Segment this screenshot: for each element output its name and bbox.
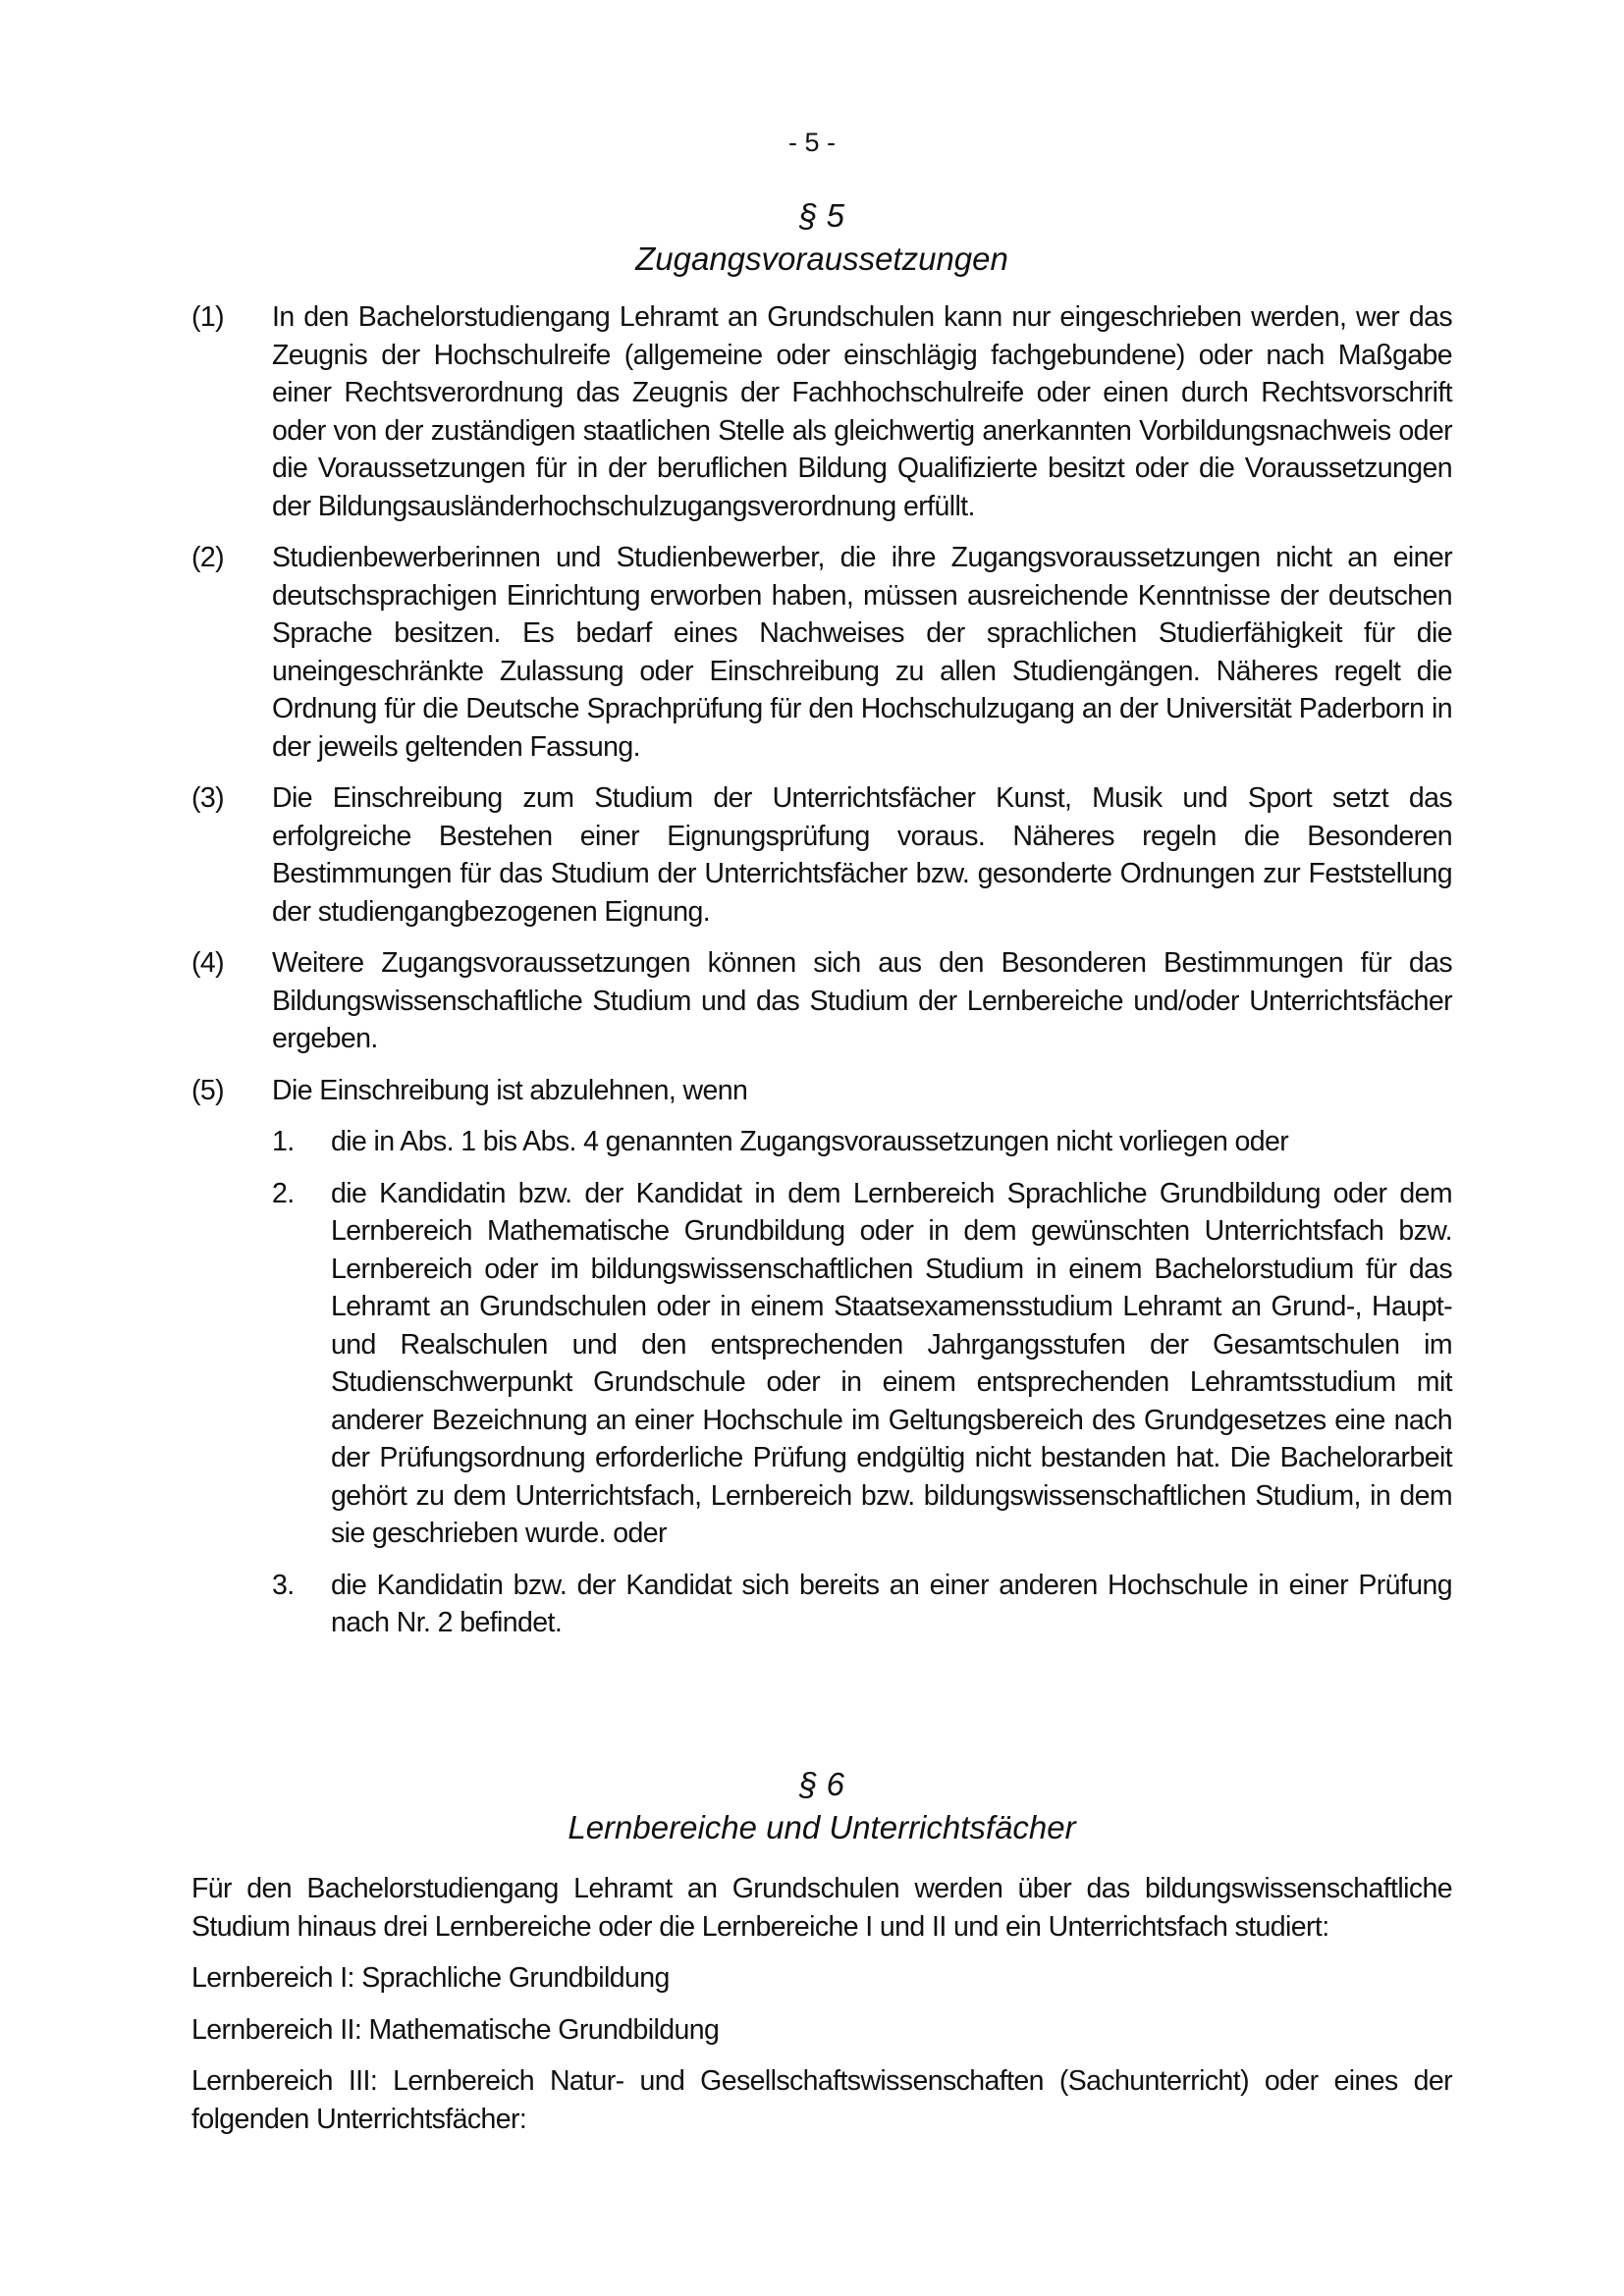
list-item-text: die in Abs. 1 bis Abs. 4 genannten Zugangsvoraussetzungen nicht vorliegen oder [331, 1126, 1289, 1157]
lernbereich-1: Lernbereich I: Sprachliche Grundbildung [191, 1962, 670, 1994]
section-5-number: § 5 [799, 197, 844, 234]
section-6-number: § 6 [799, 1766, 844, 1802]
paragraph-number: (5) [191, 1074, 225, 1106]
page-number: - 5 - [787, 128, 836, 157]
list-item-text: die Kandidatin bzw. der Kandidat sich bereits an einer anderen Hochschule in einer Prüfung nach Nr. 2 befindet. [331, 1569, 1452, 1638]
section-6-heading [191, 1763, 1452, 1849]
paragraph-number: (4) [191, 947, 225, 979]
paragraph-text: In den Bachelorstudiengang Lehramt an Grundschulen kann nur eingeschrieben werden, wer das Zeugnis der Hochschulreife (allgemeine oder einschlägig fachgebundene) oder nach Maßgabe einer Rechtsverordnung das Zeugnis der Fachhochschulreife oder einen durch Rechtsvorschrift oder von der zuständigen staatlichen Stelle als gleichwertig anerkannten Vorbildungsnachweis oder die Voraussetzungen für in der beruflichen Bildung Qualifizierte besitzt oder die Voraussetzungen der Bildungsausländerhochschulzugangsverordnung erfüllt. [272, 301, 1452, 522]
paragraph-text: Weitere Zugangsvoraussetzungen können sich aus den Besonderen Bestimmungen für das Bildungswissenschaftliche Studium und das Studium der Lernbereiche und/oder Unterrichtsfächer ergeben. [272, 947, 1452, 1054]
list-item-2 [272, 1175, 1452, 1553]
list-item-number: 1. [272, 1126, 295, 1157]
section-6-body [191, 1870, 1452, 2152]
paragraph-3 [191, 779, 1452, 931]
paragraph-number: (1) [191, 301, 225, 333]
paragraph-5 [191, 1072, 1452, 1110]
section-5-title: Zugangsvoraussetzungen [635, 240, 1008, 277]
paragraph-1 [191, 298, 1452, 525]
paragraph-text: Die Einschreibung zum Studium der Unterrichtsfächer Kunst, Musik und Sport setzt das erfolgreiche Bestehen einer Eignungsprüfung voraus. Näheres regeln die Besonderen Bestimmungen für das Studium der Unterrichtsfächer bzw. gesonderte Ordnungen zur Feststellung der studiengangbezogenen Eignung. [272, 782, 1452, 928]
list-item-text: die Kandidatin bzw. der Kandidat in dem Lernbereich Sprachliche Grundbildung oder dem Lernbereich Mathematische Grundbildung oder in dem gewünschten Unterrichtsfach bzw. Lernbereich oder im bildungswissenschaftlichen Studium in einem Bachelorstudium für das Lehramt an Grundschulen oder in einem Staatsexamensstudium Lehramt an Grund-, Haupt- und Realschulen und den entsprechenden Jahrgangsstufen der Gesamtschulen im Studienschwerpunkt Grundschule oder in einem entsprechenden Lehramtsstudium mit anderer Bezeichnung an einer Hochschule im Geltungsbereich des Grundgesetzes eine nach der Prüfungsordnung erforderliche Prüfung endgültig nicht bestanden hat. Die Bachelorarbeit gehört zu dem Unterrichtsfach, Lernbereich bzw. bildungswissenschaftlichen Studium, in dem sie geschrieben wurde. oder [331, 1177, 1452, 1549]
list-item-1 [272, 1123, 1452, 1161]
section-5-body [191, 298, 1452, 1656]
list-item-3 [272, 1567, 1452, 1642]
paragraph-text: Die Einschreibung ist abzulehnen, wenn [272, 1074, 748, 1106]
section-6-title: Lernbereiche und Unterrichtsfächer [568, 1809, 1076, 1845]
paragraph-number: (3) [191, 782, 225, 814]
section-6-intro: Für den Bachelorstudiengang Lehramt an Grundschulen werden über das bildungswissenschaftliche Studium hinaus drei Lernbereiche oder die Lernbereiche I und II und ein Unterrichtsfach studiert: [191, 1873, 1452, 1943]
section-5-heading [191, 194, 1452, 281]
lernbereich-3: Lernbereich III: Lernbereich Natur- und Gesellschaftswissenschaften (Sachunterricht) oder eines der folgenden Unterrichtsfächer: [191, 2065, 1452, 2135]
paragraph-4 [191, 944, 1452, 1058]
list-item-number: 2. [272, 1177, 295, 1209]
paragraph-2 [191, 539, 1452, 766]
paragraph-number: (2) [191, 542, 225, 573]
paragraph-text: Studienbewerberinnen und Studienbewerber, die ihre Zugangsvoraussetzungen nicht an einer deutschsprachigen Einrichtung erworben haben, müssen ausreichende Kenntnisse der deutschen Sprache besitzen. Es bedarf eines Nachweises der sprachlichen Studierfähigkeit für die uneingeschränkte Zulassung oder Einschreibung zu allen Studiengängen. Näheres regelt die Ordnung für die Deutsche Sprachprüfung für den Hochschulzugang an der Universität Paderborn in der jeweils geltenden Fassung. [272, 542, 1452, 763]
list-item-number: 3. [272, 1569, 295, 1601]
lernbereich-2: Lernbereich II: Mathematische Grundbildung [191, 2013, 720, 2046]
